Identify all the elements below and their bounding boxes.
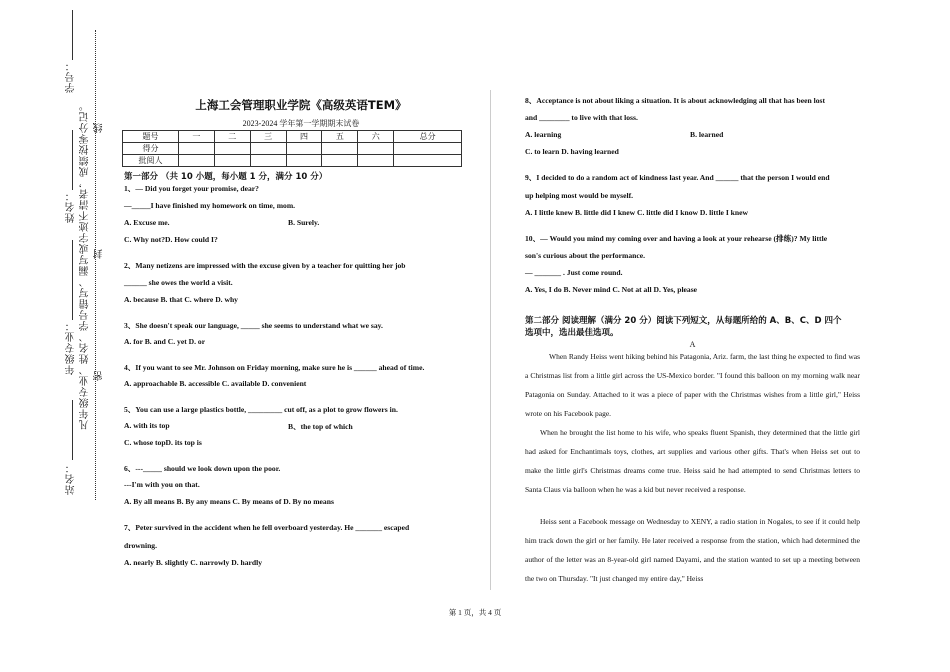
score-col-header: 总分 xyxy=(394,131,462,143)
score-col-header: 三 xyxy=(250,131,286,143)
q4-stem: 4、If you want to see Mr. Johnson on Friday morning, make sure he is ______ ahead of time. xyxy=(124,363,425,372)
q3-stem: 3、She doesn't speak our language, _____ she seems to understand what we say. xyxy=(124,321,383,330)
q8-option-cd[interactable]: C. to learn D. having learned xyxy=(525,147,619,156)
score-cell[interactable] xyxy=(250,155,286,167)
passage-paragraph-3: Heiss sent a Facebook message on Wednesday to XENY, a radio station in Nogales, to see if it could help him track down the girl or her family. He later received a response from the station, which had determined the author of the letter was an 8-year-old girl named Dayami, and the station wanted to set up a meeting between the two on Thursday. "It just changed my entire day," Heiss xyxy=(525,517,860,583)
score-col-header: 一 xyxy=(179,131,215,143)
score-cell[interactable] xyxy=(179,143,215,155)
score-col-header: 二 xyxy=(214,131,250,143)
q10-stem: 10、— Would you mind my coming over and having a look at your rehearse (排练)? My little xyxy=(525,234,828,243)
q5-option-b[interactable]: B、the top of which xyxy=(288,422,353,431)
q4-options[interactable]: A. approachable B. accessible C. available D. convenient xyxy=(124,379,307,388)
q7-stem: 7、Peter survived in the accident when he fell overboard yesterday. He _______ escaped xyxy=(124,523,410,532)
score-cell[interactable] xyxy=(214,155,250,167)
seal-dotted-line xyxy=(95,30,96,500)
score-cell[interactable] xyxy=(394,155,462,167)
seal-xian: 线 xyxy=(94,122,105,133)
q9-stem2: up helping most would be myself. xyxy=(525,191,634,200)
q6-stem: 6、---_____ should we look down upon the poor. xyxy=(124,464,281,473)
q10-stem2: son's curious about the performance. xyxy=(525,251,646,260)
q8-stem: 8、Acceptance is not about liking a situation. It is about acknowledging all that has been lost xyxy=(525,96,825,105)
q8-option-a[interactable]: A. learning xyxy=(525,130,562,139)
q2-options[interactable]: A. because B. that C. where D. why xyxy=(124,295,238,304)
score-cell[interactable] xyxy=(358,143,394,155)
part2-heading-2: 选项中，选出最佳选项。 xyxy=(525,328,619,338)
q5-stem: 5、You can use a large plastics bottle, _________ cut off, as a plot to grow flowers in. xyxy=(124,405,398,414)
q6-options[interactable]: A. By all means B. By any means C. By means of D. By no means xyxy=(124,497,334,506)
q8-stem2: and ________ to live with that loss. xyxy=(525,113,638,122)
school-label: 站名： xyxy=(66,462,77,495)
score-cell[interactable] xyxy=(286,143,322,155)
q1-option-cd[interactable]: C. Why not?D. How could I? xyxy=(124,235,218,244)
q9-stem: 9、I decided to do a random act of kindness last year. And ______ that the person I would end xyxy=(525,173,830,182)
q1-stem: 1、— Did you forget your promise, dear? xyxy=(124,184,259,193)
q6-stem2: ---I'm with you on that. xyxy=(124,480,200,489)
student-id-blank[interactable] xyxy=(72,10,73,60)
score-row-label: 批阅人 xyxy=(123,155,179,167)
passage-label: A xyxy=(689,340,696,349)
part2-heading: 第二部分 阅读理解（满分 20 分）阅读下列短文，从每题所给的 A、B、C、D 四个 xyxy=(525,316,842,326)
q1-option-a[interactable]: A. Excuse me. xyxy=(124,218,170,227)
binding-notice: 凡年级专业、姓名、学号错写、漏写或字迹不清者，成绩按零分记。 xyxy=(80,100,91,430)
name-blank[interactable] xyxy=(72,130,73,190)
q1-option-b[interactable]: B. Surely. xyxy=(288,218,320,227)
major-label: 年级专业： xyxy=(66,320,77,375)
passage-paragraph-1: When Randy Heiss went hiking behind his Patagonia, Ariz. farm, the last thing he expected to find was a Christmas list from a little girl across the US-Mexico border. "I found this balloon on my morning walk near Patagonia on Sunday. Attached to it was a piece of paper with the Christmas wishes from a little girl," Heiss wrote on his Facebook page. xyxy=(525,352,860,418)
binding-margin xyxy=(0,0,110,672)
q7-options[interactable]: A. nearly B. slightly C. narrowly D. hardly xyxy=(124,558,263,567)
student-id-label: 学号： xyxy=(66,60,77,93)
score-table xyxy=(122,130,462,167)
q9-options[interactable]: A. I little knew B. little did I knew C. little did I know D. little I knew xyxy=(525,208,748,217)
score-cell[interactable] xyxy=(286,155,322,167)
column-divider xyxy=(490,90,491,590)
q10-stem3: — _______ . Just come round. xyxy=(525,268,623,277)
exam-title: 上海工会管理职业学院《高级英语TEM》 xyxy=(195,98,407,112)
score-col-header: 五 xyxy=(322,131,358,143)
q5-option-a[interactable]: A. with its top xyxy=(124,421,170,430)
q2-stem: 2、Many netizens are impressed with the excuse given by a teacher for quitting her job xyxy=(124,261,406,270)
name-label: 姓名： xyxy=(66,190,77,223)
score-cell[interactable] xyxy=(179,155,215,167)
school-blank[interactable] xyxy=(72,400,73,460)
part1-heading: 第一部分 （共 10 小题，每小题 1 分，满分 10 分） xyxy=(124,172,328,182)
exam-subtitle: 2023-2024 学年第一学期期末试卷 xyxy=(242,119,360,128)
score-cell[interactable] xyxy=(322,143,358,155)
passage-paragraph-2: When he brought the list home to his wife, who speaks fluent Spanish, they determined that the little girl had asked for Enchantimals toys, clothes, art supplies and various other gifts. That's when Heiss set out to make the little girl's Christmas dreams come true. Heiss said he had attempted to send Christmas letters to Santa Claus via balloon when he was a kid but never received a response. xyxy=(525,428,860,494)
q1-stem2: —_____I have finished my homework on time, mom. xyxy=(124,201,296,210)
score-row-label: 得分 xyxy=(123,143,179,155)
seal-mi: 密 xyxy=(94,370,105,381)
q2-stem2: ______ she owes the world a visit. xyxy=(124,278,233,287)
score-col-header: 四 xyxy=(286,131,322,143)
page-footer: 第 1 页，共 4 页 xyxy=(448,608,502,617)
q5-option-cd[interactable]: C. whose topD. its top is xyxy=(124,438,202,447)
q3-options[interactable]: A. for B. and C. yet D. or xyxy=(124,337,206,346)
score-cell[interactable] xyxy=(394,143,462,155)
score-cell[interactable] xyxy=(322,155,358,167)
score-cell[interactable] xyxy=(250,143,286,155)
score-cell[interactable] xyxy=(214,143,250,155)
score-row-label: 题号 xyxy=(123,131,179,143)
q10-options[interactable]: A. Yes, I do B. Never mind C. Not at all D. Yes, please xyxy=(525,285,698,294)
score-cell[interactable] xyxy=(358,155,394,167)
major-blank[interactable] xyxy=(72,240,73,320)
seal-feng: 封 xyxy=(94,248,105,259)
q8-option-b[interactable]: B. learned xyxy=(690,130,724,139)
score-col-header: 六 xyxy=(358,131,394,143)
q7-stem2: drowning. xyxy=(124,541,157,550)
